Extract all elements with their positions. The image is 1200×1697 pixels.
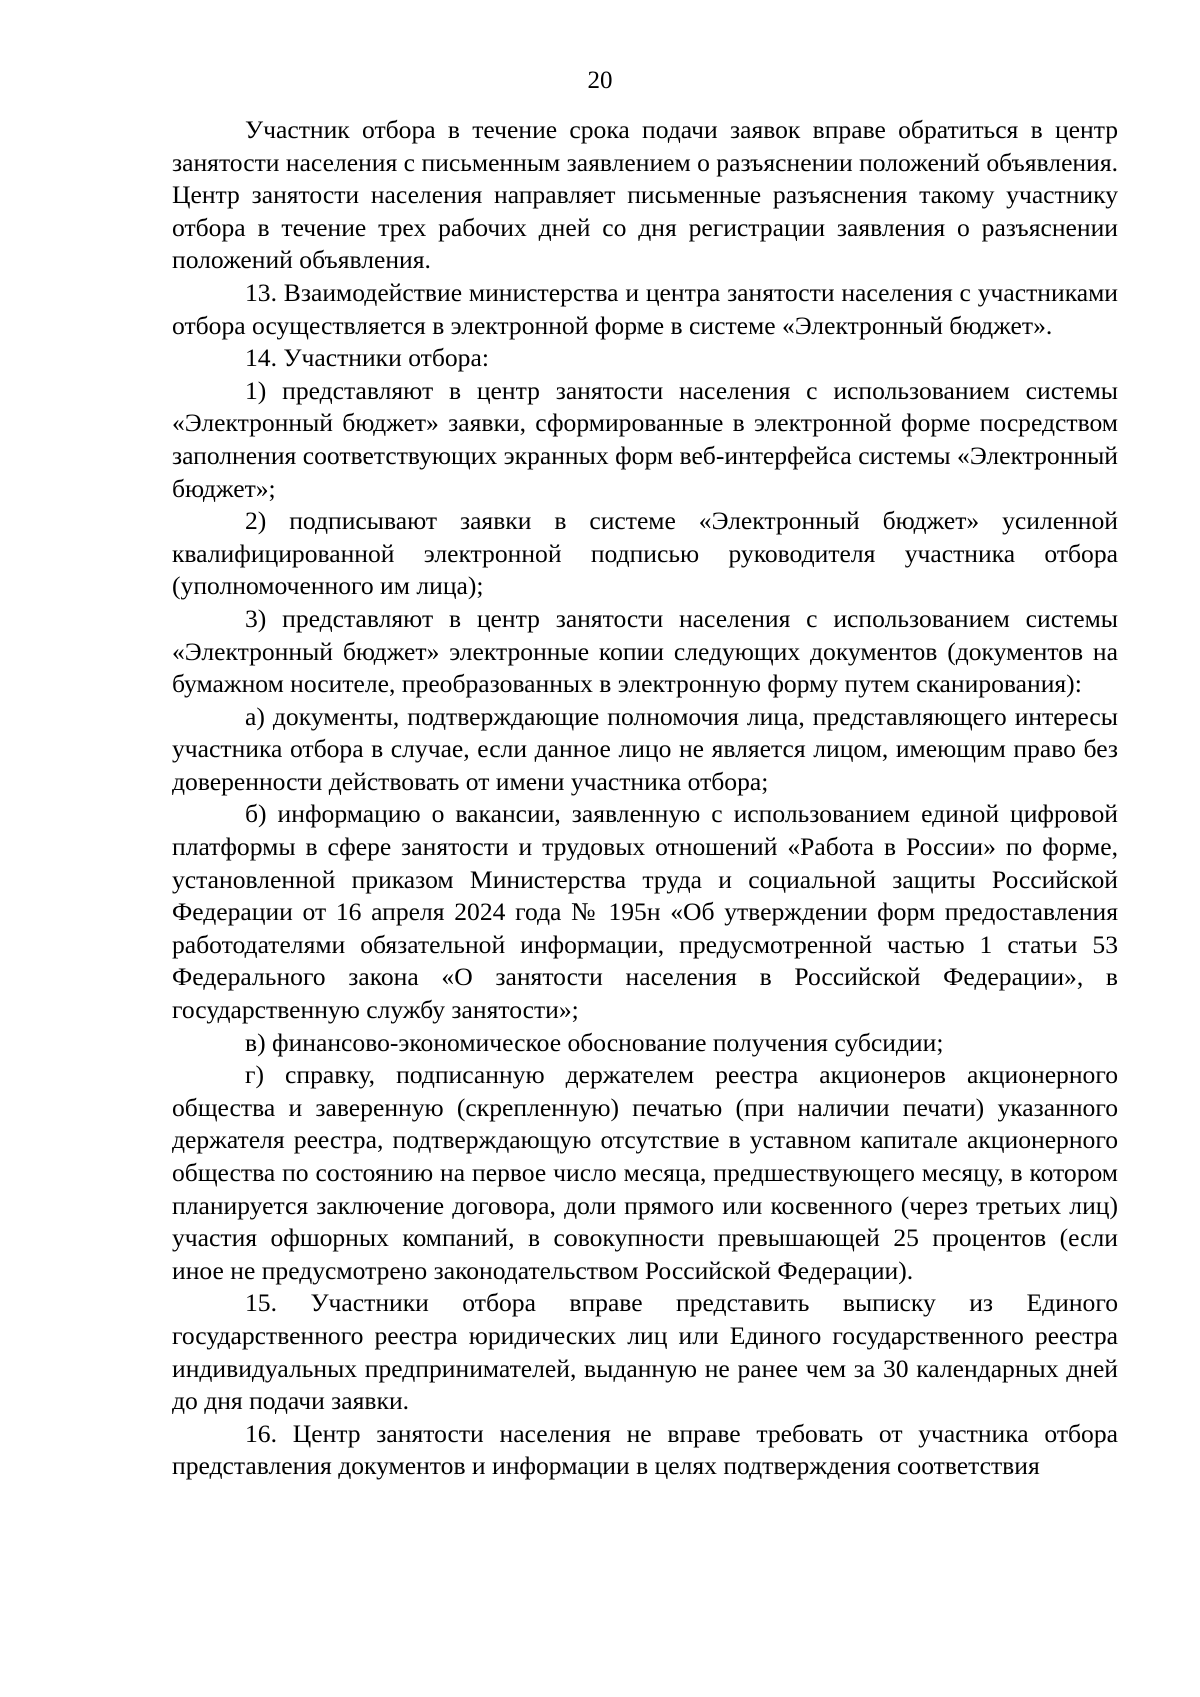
paragraph-14-heading: 14. Участники отбора: [245,343,489,373]
paragraph-13-interaction: 13. Взаимодействие министерства и центра занятости населения с участниками отбора осуществляется в электронной форме в системе «Электронный бюджет». [172,277,1118,340]
paragraph-consultation-request: Участник отбора в течение срока подачи заявок вправе обратиться в центр занятости населения с письменным заявлением о разъяснении положений объявления. Центр занятости населения направляет письменные разъяснения такому участнику отбора в течение трех рабочих дней со дня регистрации заявления о разъяснении положений объявления. [172,115,1118,275]
paragraph-subitem-v: в) финансово-экономическое обоснование получения субсидии; [245,1027,944,1057]
document-body [172,114,1118,1483]
paragraph-15-extract: 15. Участники отбора вправе представить выписку из Единого государственного реестра юридических лиц или Единого государственного реестра индивидуальных предпринимателей, выданную не ранее чем за 30 календарных дней до дня подачи заявки. [172,1288,1118,1416]
paragraph-14-item-3: 3) представляют в центр занятости населения с использованием системы «Электронный бюджет» электронные копии следующих документов (документов на бумажном носителе, преобразованных в электронную форму путем сканирования): [172,603,1118,699]
paragraph-subitem-g: г) справку, подписанную держателем реестра акционеров акционерного общества и заверенную (скрепленную) печатью (при наличии печати) указанного держателя реестра, подтверждающую отсутствие в уставном капитале акционерного общества по состоянию на первое число месяца, предшествующего месяцу, в котором планируется заключение договора, доли прямого или косвенного (через третьих лиц) участия офшорных компаний, в совокупности превышающей 25 процентов (если иное не предусмотрено законодательством Российской Федерации). [172,1060,1118,1285]
page-number: 20 [587,67,613,94]
paragraph-14-item-2: 2) подписывают заявки в системе «Электронный бюджет» усиленной квалифицированной электронной подписью руководителя участника отбора (уполномоченного им лица); [172,506,1118,601]
paragraph-subitem-b: б) информацию о вакансии, заявленную с использованием единой цифровой платформы в сфере занятости и трудовых отношений «Работа в России» по форме, установленной приказом Министерства труда и социальной защиты Российской Федерации от 16 апреля 2024 года № 195н «Об утверждении форм предоставления работодателями обязательной информации, предусмотренной частью 1 статьи 53 Федерального закона «О занятости населения в Российской Федерации», в государственную службу занятости»; [172,799,1118,1025]
paragraph-subitem-a: а) документы, подтверждающие полномочия лица, представляющего интересы участника отбора в случае, если данное лицо не является лицом, имеющим право без доверенности действовать от имени участника отбора; [172,701,1118,796]
paragraph-16-restriction: 16. Центр занятости населения не вправе требовать от участника отбора представления документов и информации в целях подтверждения соответствия [172,1418,1118,1481]
paragraph-14-item-1: 1) представляют в центр занятости населения с использованием системы «Электронный бюджет» заявки, сформированные в электронной форме посредством заполнения соответствующих экранных форм веб-интерфейса системы «Электронный бюджет»; [172,375,1118,503]
